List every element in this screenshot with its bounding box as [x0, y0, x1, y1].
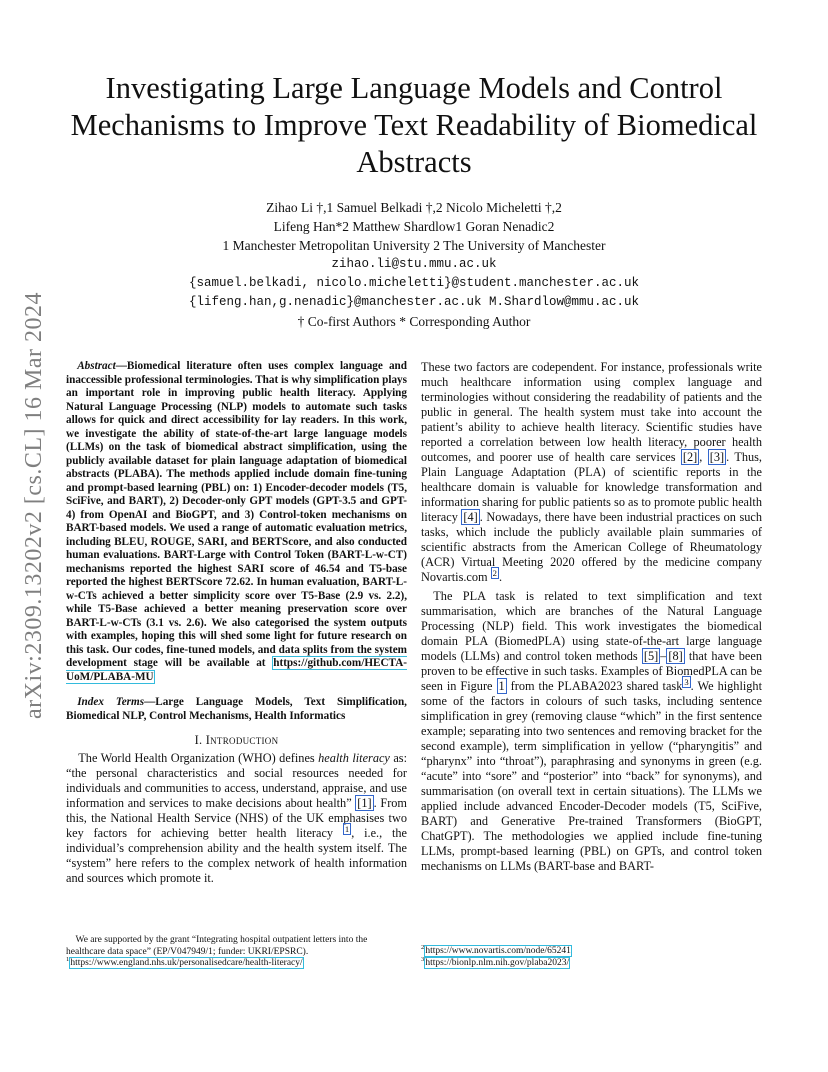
affiliations: 1 Manchester Metropolitan University 2 The University of Manchester — [222, 238, 606, 253]
footnote-ref-1[interactable]: 1 — [344, 823, 350, 834]
citation-4[interactable]: [4] — [463, 510, 478, 524]
footnote-3-url[interactable]: https://bionlp.nlm.nih.gov/plaba2023/ — [425, 957, 570, 968]
health-literacy-term: health literacy — [318, 751, 390, 765]
citation-5[interactable]: [5] — [643, 649, 659, 663]
section-heading-introduction: I. Introduction — [194, 733, 279, 747]
footnote-3: $^3$https://bionlp.nlm.nih.gov/plaba2023/ — [421, 955, 570, 968]
email-line-2: {samuel.belkadi, nicolo.micheletti}@student.manchester.ac.uk — [188, 276, 640, 290]
abstract-text: —Biomedical literature often uses complex language and inaccessible professional terminologies. That is why simplification plays an important role in improving public health literacy. Applying Natural Language Processing (NLP) models to automate such tasks allows for quick and direct accessibility for lay readers. In this work, we investigate the ability of state-of-the-art large language models (LLMs) on the task of biomedical abstract simplification, using the publicly available dataset for plain language adaptation of biomedical abstracts (PLABA). The methods applied include domain fine-tuning and prompt-based learning (PBL) on: 1) Encoder-decoder models (T5, SciFive, and BART), 2) Decoder-only GPT models (GPT-3.5 and GPT-4) from OpenAI and BioGPT, and 3) Control-token mechanisms on BART-based models. We used a range of automatic evaluation metrics, including BLEU, ROUGE, SARI, and BERTScore, and also conducted human evaluations. BART-Large with Control Token (BART-L-w-CT) mechanisms reported the highest SARI score of 46.54 and T5-base reported the highest BERTScore 72.62. In human evaluation, BART-L-w-CTs achieved a better simplicity score over T5-Base (2.9 vs. 2.2), while T5-Base achieved a better meaning preservation score over BART-L-w-CTs (3.1 vs. 2.6). We also categorised the system outputs with examples, hoping this will shed some light for future research on this task. Our codes, fine-tuned models, and data splits from the system development stage will be available at — [66, 360, 407, 669]
index-terms-text: —Large Language Models, Text Simplification, Biomedical NLP, Control Mechanisms, Health Informatics — [66, 696, 407, 722]
author-block — [70, 198, 758, 331]
index-terms-label: Index Terms — [77, 696, 145, 708]
footnote-2: $^2$https://www.novartis.com/node/65241 — [421, 943, 571, 956]
citation-1[interactable]: [1] — [357, 796, 372, 810]
body-paragraph-2: These two factors are codependent. For instance, professionals write much healthcare information using complex language and terminologies without considering the readability of patients and the public in general. The health system must take into account the patient’s ability to achieve health literacy. Scientific studies have reported a correlation between low health literacy, poorer health outcomes, and poorer use of health care services [2] , [3] . Thus, Plain Language Adaptation (PLA) of scientific reports in the healthcare domain is valuable for knowledge transformation and information sharing for public patients so as to promote public health literacy [4] . Nowadays, there have been industrial practices on such tasks, which include the publicly available plain summaries of scientific abstracts from the American College of Rheumatology (ACR) Virtual Meeting 2020 offered by the medicine company Novartis.com $^2$ . — [421, 360, 762, 584]
paper-title: Investigating Large Language Models and Control Mechanisms to Improve Text Readability of Biomedical Abstracts — [70, 71, 758, 179]
abstract — [66, 360, 407, 684]
author-note: † Co-first Authors * Corresponding Author — [297, 314, 531, 329]
index-terms — [66, 696, 407, 723]
footnotes-right — [421, 943, 762, 969]
figure-ref-1[interactable]: 1 — [498, 679, 505, 693]
intro-paragraph-1: The World Health Organization (WHO) defines health literacy as: “the personal characteristics and social resources needed for individuals and communities to access, understand, appraise, and use information and services to make decisions about health” [1] . From this, the National Health Service (NHS) of the UK emphasises two key factors for achieving better health literacy $^1$ , i.e., the individual’s comprehension ability and the health system itself. The “system” here refers to the complex network of health information and sources which promote it. — [66, 751, 408, 885]
email-line-3: {lifeng.han,g.nenadic}@manchester.ac.uk M.Shardlow@mmu.ac.uk — [188, 295, 640, 309]
arxiv-id: arXiv:2309.13202v2 [cs.CL] 16 Mar 2024 — [20, 291, 47, 719]
footnote-ref-3[interactable]: 3 — [684, 676, 689, 687]
right-column — [421, 360, 762, 874]
code-link[interactable]: https://github.com/HECTA-UoM/PLABA-MU — [66, 657, 407, 683]
author-line-2: Lifeng Han*2 Matthew Shardlow1 Goran Nenadic2 — [273, 219, 555, 234]
arxiv-sidebar-stamp — [4, 285, 64, 725]
author-line-1: Zihao Li †,1 Samuel Belkadi †,2 Nicolo Micheletti †,2 — [266, 200, 562, 215]
abstract-label: Abstract — [77, 360, 116, 372]
email-line-1: zihao.li@stu.mmu.ac.uk — [331, 257, 497, 271]
grant-footnote: We are supported by the grant “Integrating hospital outpatient letters into the healthcare data space” (EP/V047949/1; funder: UKRI/EPSRC). — [66, 935, 368, 957]
footnote-ref-2[interactable]: 2 — [492, 567, 497, 578]
footnote-1: $^1$https://www.england.nhs.uk/personalisedcare/health-literacy/ — [66, 955, 303, 968]
body-paragraph-3: The PLA task is related to text simplification and text summarisation, which are branches of the Natural Language Processing (NLP) field. This work investigates the biomedical domain PLA (BiomedPLA) using state-of-the-art large language models (LLMs) and control token methods [5] – [8] that have been proven to be effective in such tasks. Examples of BiomedPLA can be seen in Figure 1 from the PLABA2023 shared task $^3$ . We highlight some of the factors in colours of such tasks, including sentence simplification in grey (removing clause “which” in the first sentence example; separating into two sentences and removing bracket for the second example), term simplification in yellow (“pharyngitis” and “pharynx” into “throat”), paraphrasing and synonyms in green (e.g. “acute” into “sore” and “posterior” into “back” for synonyms), and summarisation (on overall text in certain situations). The LLMs we applied include advanced Encoder-Decoder models (T5, SciFive, BART) and Generative Pre-trained Transformers (BioGPT, ChatGPT). The methodologies we applied include fine-tuning LLMs, prompt-based learning (PBL) on GPTs, and control token mechanisms on LLMs (BART-base and BART- — [421, 589, 762, 873]
citation-3[interactable]: [3] — [709, 450, 725, 464]
footnote-2-url[interactable]: https://www.novartis.com/node/65241 — [425, 946, 571, 956]
footnote-1-url[interactable]: https://www.england.nhs.uk/personalisedcare/health-literacy/ — [70, 958, 303, 968]
left-column — [66, 360, 407, 886]
citation-2[interactable]: [2] — [682, 450, 698, 464]
footnotes-left — [66, 935, 407, 970]
citation-8[interactable]: [8] — [668, 649, 683, 663]
